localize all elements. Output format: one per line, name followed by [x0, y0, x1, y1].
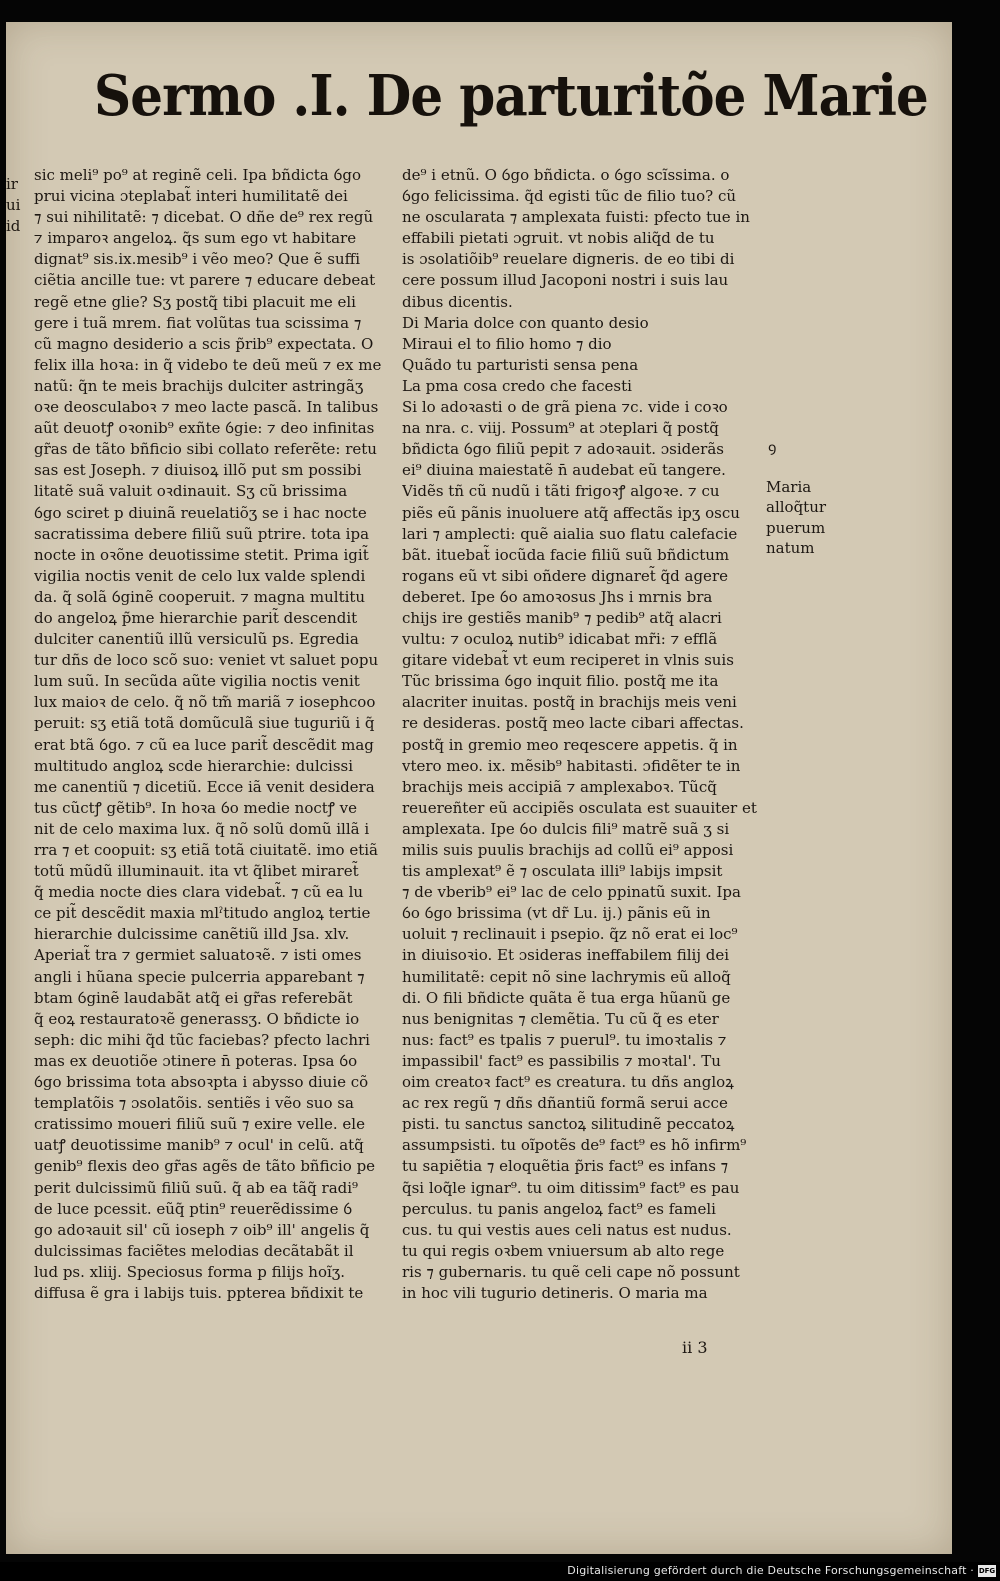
- text-line: Di Maria dolce con quanto desio: [402, 313, 649, 332]
- text-line: gr̃as de tãto bñficio sibi collato referẽte: retu: [34, 440, 377, 459]
- text-line: prui vicina ɔteplabat̃ interi humilitatẽ dei: [34, 187, 348, 206]
- text-line: lum suũ. In secũda aũte vigilia noctis venit: [34, 672, 360, 691]
- text-line: pisti. tu sanctus sanctoꝝ silitudinẽ peccatoꝝ: [402, 1115, 735, 1134]
- text-line: Si lo adoꝛasti o de grã piena ⁊c. vide i coꝛo: [402, 398, 728, 417]
- text-line: piẽs eũ pãnis inuoluere atq̃ affectãs ipʒ oscu: [402, 503, 740, 522]
- text-line: angli i hũana specie pulcerria apparebant ⁊: [34, 967, 365, 986]
- text-line: amplexata. Ipe ỽo dulcis fili⁹ matrẽ suã ʒ si: [402, 819, 730, 838]
- text-line: ce pit̃ descẽdit maxia mlˀtitudo angloꝝ tertie: [34, 904, 371, 923]
- text-line: vultu: ⁊ oculoꝝ nutib⁹ idicabat mr̃i: ⁊ efflã: [402, 630, 718, 649]
- text-line: totũ mũdũ illuminauit. ita vt q̃libet miraret̃: [34, 862, 359, 881]
- text-line: cere possum illud Jacoponi nostri i suis lau: [402, 271, 729, 290]
- text-line: erat btã ỽgo. ⁊ cũ ea luce parit̃ descẽdit mag: [34, 735, 374, 754]
- gutter-line: ui: [6, 196, 21, 214]
- text-line: postq̃ in gremio meo reqescere appetis. q̃ in: [402, 735, 738, 754]
- text-line: vigilia noctis venit de celo lux valde splendi: [34, 566, 366, 585]
- text-line: uoluit ⁊ reclinauit i psepio. q̃z nõ erat ei loc⁹: [402, 925, 738, 944]
- text-line: ⁊ imparoꝛ angeloꝝ. q̃s sum ego vt habitare: [34, 229, 357, 248]
- text-line: La pma cosa credo che facesti: [402, 376, 632, 395]
- text-line: oꝛe deosculaboꝛ ⁊ meo lacte pascã. In talibus: [34, 398, 379, 417]
- text-line: vtero meo. ix. mẽsib⁹ habitasti. ɔfidẽter te in: [402, 756, 741, 775]
- text-line: btam ỽginẽ laudabãt atq̃ ei gr̃as referebãt: [34, 988, 353, 1007]
- text-line: bñdicta ỽgo filiũ pepit ⁊ adoꝛauit. ɔsiderãs: [402, 440, 724, 459]
- text-line: humilitatẽ: cepit nõ sine lachrymis eũ alloq̃: [402, 967, 731, 986]
- text-line: perculus. tu panis angeloꝝ fact⁹ es fameli: [402, 1199, 716, 1218]
- paragraph-mark-icon: ꝰ: [768, 439, 777, 464]
- text-line: Tũc brissima ỽgo inquit filio. postq̃ me ita: [402, 672, 719, 691]
- text-line: gitare videbat̃ vt eum reciperet in vlnis suis: [402, 651, 734, 670]
- text-line: cus. tu qui vestis aues celi natus est nudus.: [402, 1220, 732, 1239]
- text-line: milis suis puulis brachijs ad collũ ei⁹ apposi: [402, 841, 734, 859]
- text-line: lud ps. xliij. Speciosus forma p filijs hoĩʒ.: [34, 1262, 346, 1281]
- text-line: ỽgo felicissima. q̃d egisti tũc de filio tuo? cũ: [402, 187, 737, 206]
- text-line: sas est Joseph. ⁊ diuisoꝝ illõ put sm possibi: [34, 461, 362, 480]
- text-line: gere i tuã mrem. fiat volũtas tua scissima ⁊: [34, 313, 362, 332]
- text-line: q̃si loq̃le ignar⁹. tu oim ditissim⁹ fact⁹ es pau: [402, 1178, 740, 1197]
- text-line: nocte in oꝛõne deuotissime stetit. Prima igit̃: [34, 545, 369, 564]
- text-line: deberet. Ipe ỽo amoꝛosus Jhs i mrnis bra: [402, 587, 713, 606]
- text-line: in diuisoꝛio. Et ɔsideras ineffabilem filij dei: [402, 946, 730, 965]
- text-line: assumpsisti. tu oĩpotẽs de⁹ fact⁹ es hõ infirm⁹: [402, 1136, 747, 1155]
- text-line: q̃ media nocte dies clara videbat̃. ⁊ cũ ea lu: [34, 883, 364, 902]
- text-line: ⁊ sui nihilitatẽ: ⁊ dicebat. O dñe de⁹ rex regũ: [34, 208, 374, 227]
- gutter-fragment: [6, 174, 20, 237]
- signature-mark: ii 3: [682, 1338, 708, 1357]
- text-line: ⁊ de vberib⁹ ei⁹ lac de celo ppinatũ suxit. Ipa: [402, 883, 741, 902]
- text-line: ac rex regũ ⁊ dñs dñantiũ formã serui acce: [402, 1094, 728, 1113]
- text-line: cratissimo moueri filiũ suũ ⁊ exire velle. ele: [34, 1115, 365, 1134]
- text-line: nus benignitas ⁊ clemẽtia. Tu cũ q̃ es eter: [402, 1009, 719, 1028]
- book-page-scan: [6, 22, 952, 1554]
- text-line: rra ⁊ et coopuit: sʒ etiã totã ciuitatẽ. imo etiã: [34, 841, 378, 859]
- text-line: re desideras. postq̃ meo lacte cibari affectas.: [402, 714, 744, 733]
- text-line: regẽ etne glie? Sʒ postq̃ tibi placuit me eli: [34, 292, 356, 311]
- text-line: sic meli⁹ po⁹ at reginẽ celi. Ipa bñdicta ỽgo: [34, 166, 362, 184]
- text-line: de⁹ i etnũ. O ỽgo bñdicta. o ỽgo scĩssima. o: [402, 166, 730, 184]
- text-line: ne oscularata ⁊ amplexata fuisti: pfecto tue in: [402, 208, 750, 227]
- text-line: na nra. c. viij. Possum⁹ at ɔteplari q̃ postq̃: [402, 419, 719, 438]
- text-line: effabili pietati ɔgruit. vt nobis aliq̃d de tu: [402, 229, 715, 248]
- text-line: lari ⁊ amplecti: quẽ aialia suo flatu calefacie: [402, 524, 738, 543]
- text-line: rogans eũ vt sibi oñdere dignaret̃ q̃d agere: [402, 566, 728, 585]
- text-line: sacratissima debere filiũ suũ ptrire. tota ipa: [34, 524, 370, 543]
- text-line: seph: dic mihi q̃d tũc faciebas? pfecto lachri: [34, 1030, 370, 1049]
- text-line: reuereñter eũ accipiẽs osculata est suauiter et: [402, 798, 757, 817]
- funding-credit: Digitalisierung gefördert durch die Deutsche Forschungsgemeinschaft ·: [567, 1564, 974, 1577]
- dfg-logo: DFG: [978, 1567, 996, 1575]
- text-line: natũ: q̃n te meis brachijs dulciter astringãʒ: [34, 376, 364, 395]
- text-line: nit de celo maxima lux. q̃ nõ solũ domũ illã i: [34, 819, 370, 838]
- text-line: is ɔsolatiõib⁹ reuelare digneris. de eo tibi di: [402, 250, 735, 269]
- text-line: brachijs meis accipiã ⁊ amplexaboꝛ. Tũcq̃: [402, 777, 717, 796]
- text-line: di. O fili bñdicte quãta ẽ tua erga hũanũ ge: [402, 988, 731, 1007]
- text-line: ciẽtia ancille tue: vt parere ⁊ educare debeat: [34, 271, 376, 290]
- text-line: templatõis ⁊ ɔsolatõis. sentiẽs i vẽo suo sa: [34, 1094, 354, 1113]
- text-line: lux maioꝛ de celo. q̃ nõ tm̃ mariã ⁊ iosephcoo: [34, 693, 376, 712]
- text-line: hierarchie dulcissime canẽtiũ illd Jsa. xlv.: [34, 925, 350, 944]
- text-line: mas ex deuotiõe ɔtinere n̄ poteras. Ipsa ỽo: [34, 1051, 358, 1070]
- text-line: Miraui el to filio homo ⁊ dio: [402, 334, 612, 353]
- text-line: tis amplexat⁹ ẽ ⁊ osculata illi⁹ labijs impsit: [402, 862, 723, 881]
- text-line: de luce pcessit. eũq̃ ptin⁹ reuerẽdissime ỽ: [34, 1199, 353, 1218]
- gutter-line: id: [6, 217, 21, 235]
- text-line: cũ magno desiderio a scis p̃rib⁹ expectata. O: [34, 334, 374, 353]
- text-line: tur dñs de loco scõ suo: veniet vt saluet popu: [34, 651, 379, 670]
- text-line: Vidẽs tñ cũ nudũ i tãti frigoꝛꝭ algoꝛe. ⁊ cu: [402, 482, 720, 501]
- text-line: Quãdo tu parturisti sensa pena: [402, 355, 639, 374]
- marginal-note: [766, 439, 836, 559]
- text-line: da. q̃ solã ỽginẽ cooperuit. ⁊ magna multitu: [34, 587, 366, 606]
- text-line: me canentiũ ⁊ dicetiũ. Ecce iã venit desidera: [34, 777, 375, 796]
- text-line: bãt. ituebat̃ iocũda facie filiũ suũ bñdictum: [402, 545, 730, 564]
- text-line: ei⁹ diuina maiestatẽ n̄ audebat eũ tangere.: [402, 461, 726, 480]
- text-line: do angeloꝝ p̃me hierarchie parit̃ descendit: [34, 608, 358, 627]
- gutter-line: ir: [6, 175, 18, 193]
- text-line: diffusa ẽ gra i labijs tuis. ppterea bñdixit te: [34, 1283, 364, 1302]
- text-line: ỽo ỽgo brissima (vt dr̃ Lu. ij.) pãnis eũ in: [402, 904, 711, 923]
- marginal-note-line: puerum: [766, 518, 826, 537]
- text-line: litatẽ suã valuit oꝛdinauit. Sʒ cũ brissima: [34, 482, 348, 501]
- text-line: uatꝭ deuotissime manib⁹ ⁊ ocul' in celũ. atq̃: [34, 1136, 364, 1155]
- text-line: aũt deuotꝭ oꝛonib⁹ exñte ỽgie: ⁊ deo infinitas: [34, 419, 375, 438]
- text-line: go adoꝛauit sil' cũ ioseph ⁊ oib⁹ ill' angelis q̃: [34, 1220, 370, 1239]
- text-line: dulciter canentiũ illũ versiculũ ps. Egredia: [34, 630, 359, 649]
- text-line: chijs ire gestiẽs manib⁹ ⁊ pedib⁹ atq̃ alacri: [402, 608, 722, 627]
- text-line: tu qui regis oꝛbem vniuersum ab alto rege: [402, 1241, 725, 1260]
- text-line: ris ⁊ gubernaris. tu quẽ celi cape nõ possunt: [402, 1262, 740, 1281]
- text-line: in hoc vili tugurio detineris. O maria ma: [402, 1283, 708, 1302]
- text-column-left: [34, 165, 386, 1304]
- text-line: oim creatoꝛ fact⁹ es creatura. tu dñs angloꝝ: [402, 1073, 734, 1092]
- marginal-note-line: alloq̃tur: [766, 498, 827, 516]
- marginal-note-line: Maria: [766, 477, 812, 496]
- text-line: felix illa hoꝛa: in q̃ videbo te deũ meũ ⁊ ex me: [34, 355, 382, 374]
- text-line: ỽgo sciret p diuinã reuelatiõʒ se i hac nocte: [34, 503, 367, 522]
- text-line: tus cũctꝭ gẽtib⁹. In hoꝛa ỽo medie noctꝭ ve: [34, 798, 358, 817]
- running-head: Sermo .I. De parturitõe Marie: [94, 63, 928, 129]
- text-line: peruit: sʒ etiã totã domũculã siue tuguriũ i q̃: [34, 714, 375, 733]
- text-line: tu sapiẽtia ⁊ eloquẽtia p̃ris fact⁹ es infans ⁊: [402, 1157, 729, 1176]
- text-line: dignat⁹ sis.ix.mesib⁹ i vẽo meo? Que ẽ suffi: [34, 250, 361, 269]
- text-line: perit dulcissimũ filiũ suũ. q̃ ab ea tãq̃ radi⁹: [34, 1178, 359, 1197]
- marginal-note-line: natum: [766, 539, 815, 557]
- text-line: dulcissimas faciẽtes melodias decãtabãt il: [34, 1241, 354, 1260]
- text-line: alacriter inuitas. postq̃ in brachijs meis veni: [402, 693, 737, 712]
- text-column-right: [402, 165, 764, 1304]
- text-line: dibus dicentis.: [402, 292, 513, 311]
- text-line: genib⁹ flexis deo gr̃as agẽs de tãto bñficio pe: [34, 1157, 376, 1176]
- text-line: nus: fact⁹ es tpalis ⁊ puerul⁹. tu imoꝛtalis ⁊: [402, 1030, 727, 1049]
- text-line: q̃ eoꝝ restauratoꝛẽ generassʒ. O bñdicte io: [34, 1009, 360, 1028]
- text-line: multitudo angloꝝ scde hierarchie: dulcissi: [34, 756, 354, 775]
- text-line: Aperiat̃ tra ⁊ germiet saluatoꝛẽ. ⁊ isti omes: [34, 946, 362, 965]
- text-line: ỽgo brissima tota absoꝛpta i abysso diuie cõ: [34, 1073, 369, 1092]
- footer-bar: [0, 1562, 1000, 1581]
- text-line: impassibil' fact⁹ es passibilis ⁊ moꝛtal'. Tu: [402, 1051, 721, 1070]
